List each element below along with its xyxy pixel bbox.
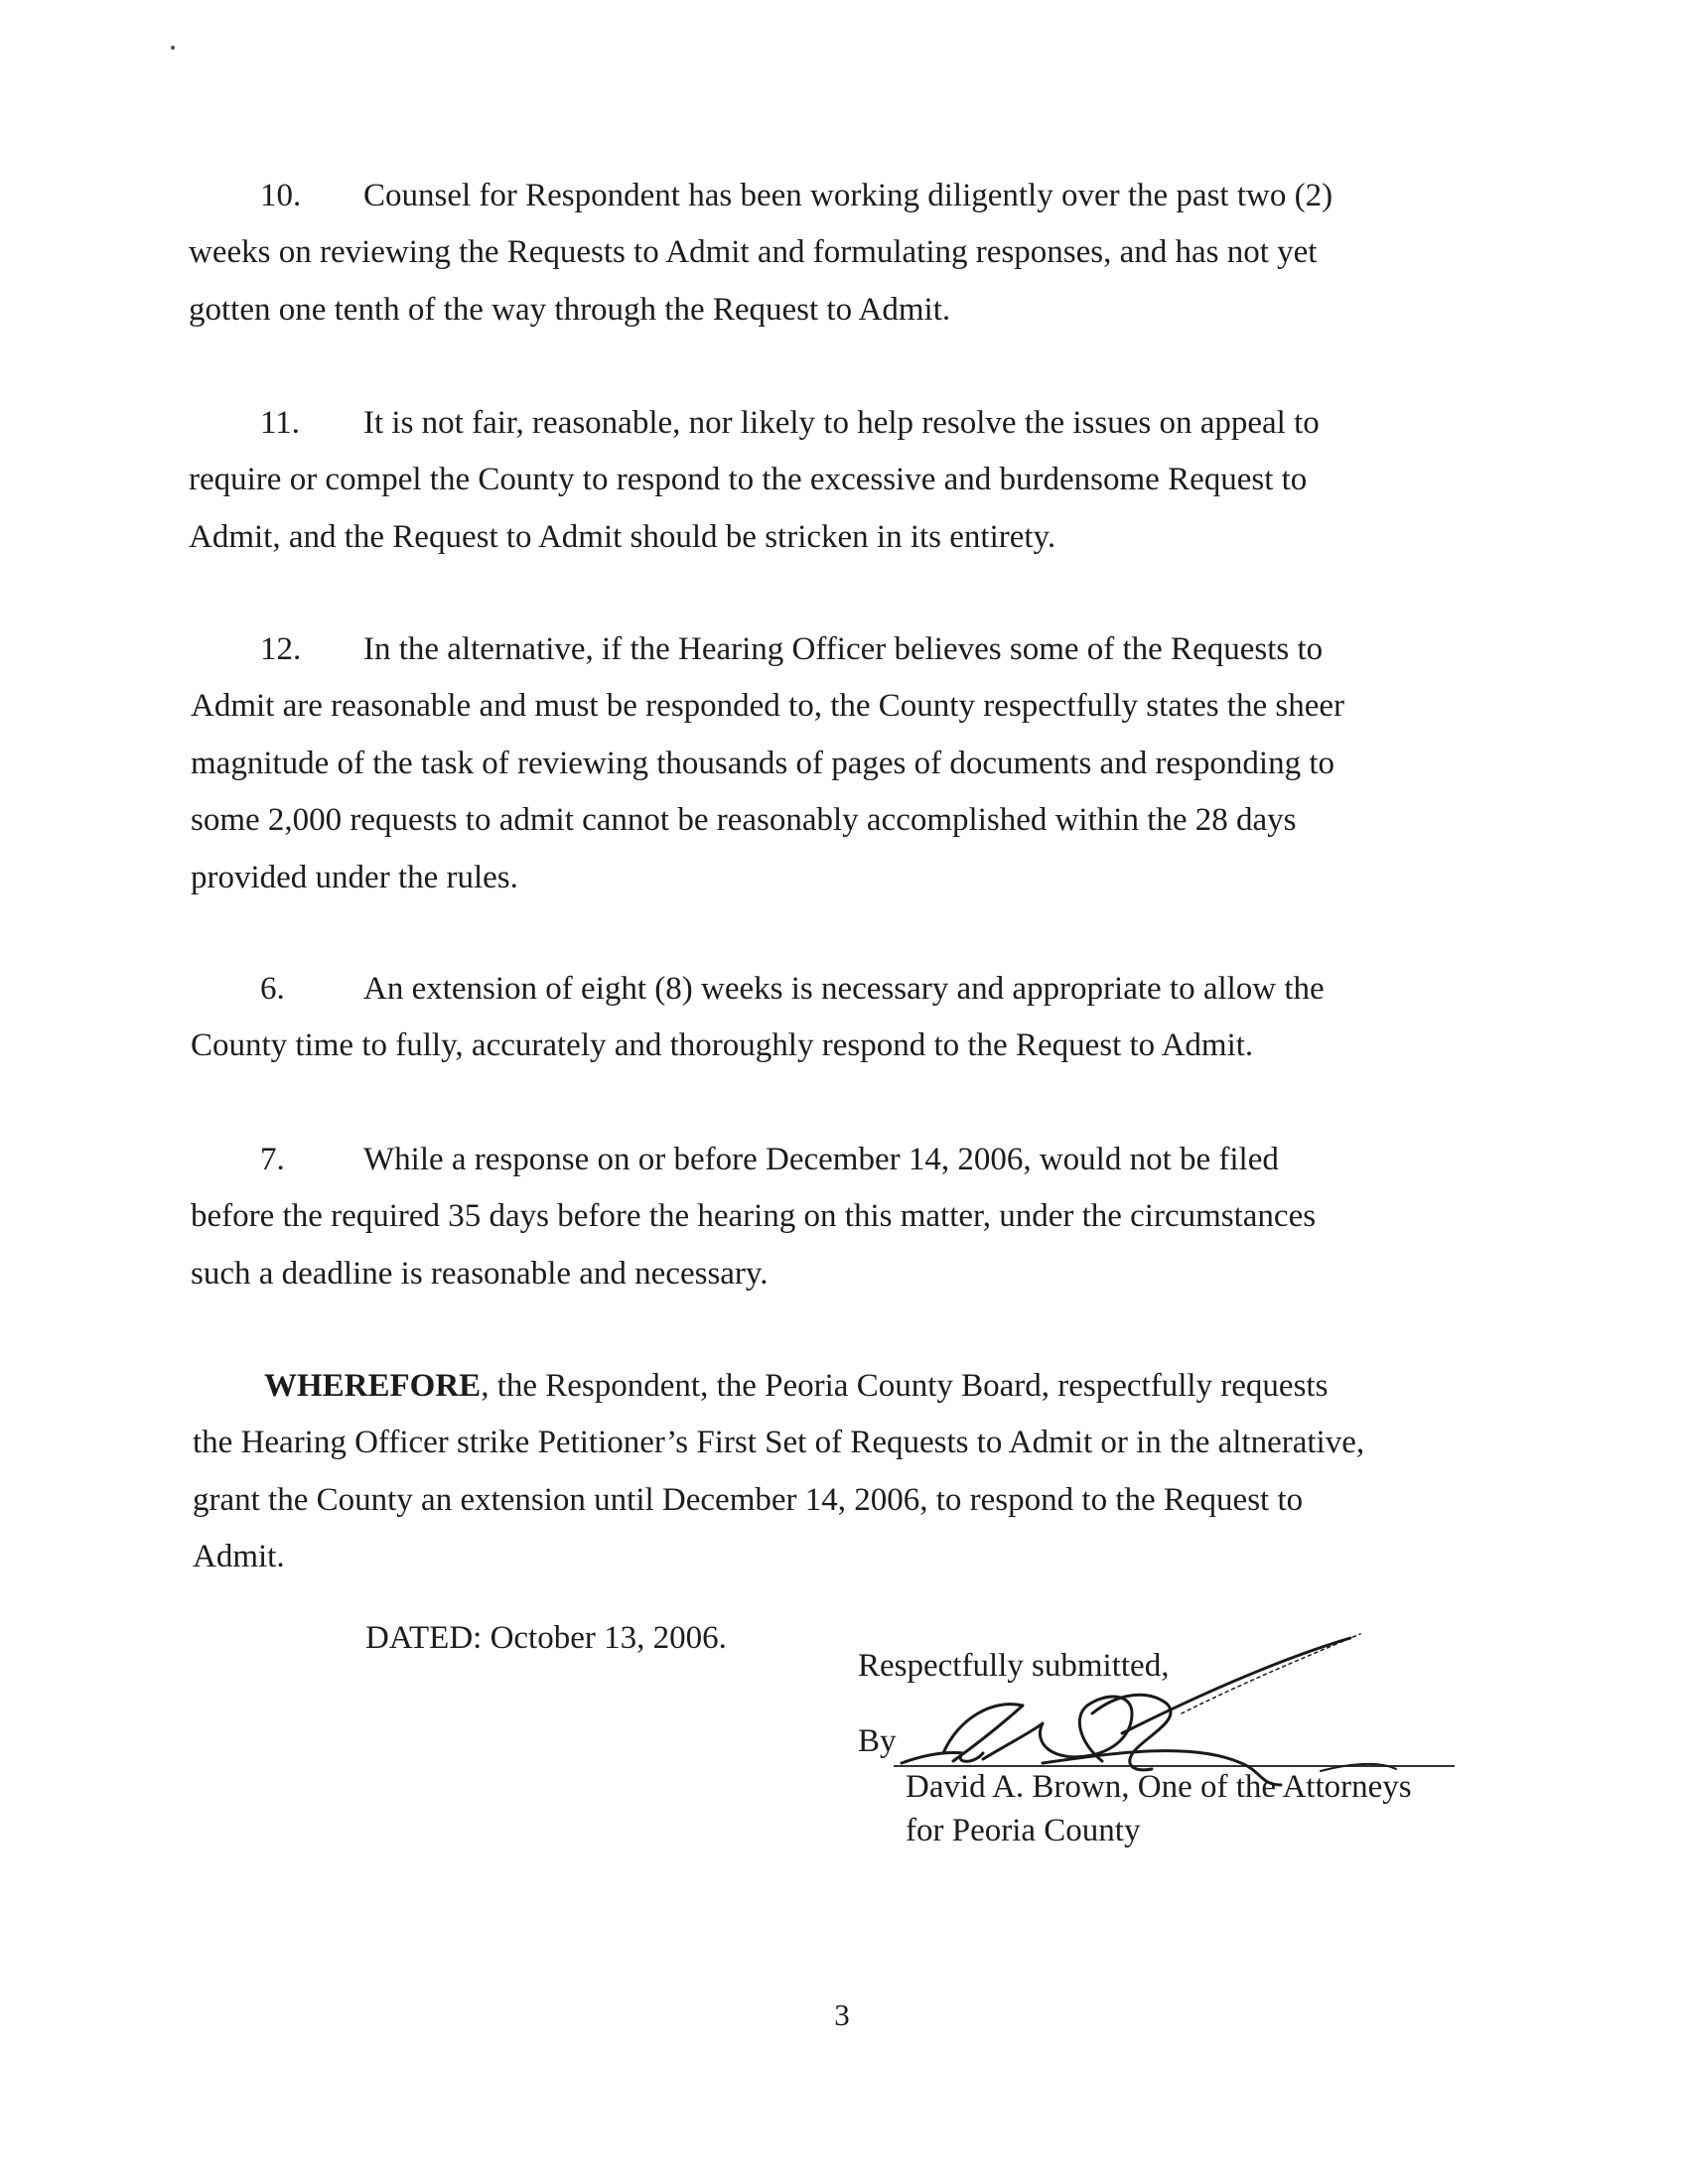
paragraph-text: While a response on or before December 14, 2006, would not be filed bbox=[363, 1142, 1279, 1177]
paragraph-text: Admit, and the Request to Admit should be stricken in its entirety. bbox=[189, 518, 1056, 555]
paragraph-text: such a deadline is reasonable and necessary. bbox=[191, 1255, 769, 1292]
paragraph-10-continuation bbox=[189, 224, 1317, 339]
page-number: 3 bbox=[834, 1997, 850, 2032]
paragraph-number: 6. bbox=[260, 971, 285, 1007]
paragraph-first-line bbox=[260, 168, 1333, 225]
paragraph-first-line bbox=[260, 621, 1323, 679]
paragraph-6-continuation bbox=[191, 1018, 1253, 1075]
paragraph-text: It is not fair, reasonable, nor likely to help resolve the issues on appeal to bbox=[363, 405, 1320, 441]
attorney-name: David A. Brown, One of the Attorneys bbox=[906, 1769, 1412, 1805]
paragraph-10 bbox=[260, 168, 1333, 225]
wherefore-paragraph bbox=[264, 1358, 1328, 1416]
wherefore-lead: WHEREFORE bbox=[264, 1368, 482, 1404]
paragraph-number: 7. bbox=[260, 1142, 285, 1177]
paragraph-first-line bbox=[260, 395, 1320, 453]
wherefore-text: , the Respondent, the Peoria County Board, respectfully requests bbox=[481, 1368, 1329, 1404]
wherefore-text: Admit. bbox=[193, 1539, 285, 1574]
paragraph-text: weeks on reviewing the Requests to Admit and formulating responses, and has not yet bbox=[189, 234, 1318, 270]
handwritten-signature bbox=[884, 1614, 1400, 1803]
paragraph-text: County time to fully, accurately and thoroughly respond to the Request to Admit. bbox=[191, 1027, 1254, 1063]
wherefore-text: the Hearing Officer strike Petitioner’s First Set of Requests to Admit or in the altnerative, bbox=[193, 1425, 1365, 1460]
paragraph-12-continuation bbox=[191, 678, 1344, 906]
wherefore-continuation bbox=[193, 1415, 1364, 1586]
paragraph-number: 10. bbox=[260, 178, 302, 213]
closing-text: Respectfully submitted, bbox=[858, 1648, 1170, 1684]
paragraph-text: Admit are reasonable and must be responded to, the County respectfully states the sheer bbox=[191, 688, 1344, 724]
scan-speck bbox=[171, 46, 175, 50]
paragraph-first-line bbox=[260, 1132, 1279, 1189]
paragraph-text: magnitude of the task of reviewing thousands of pages of documents and responding to bbox=[191, 745, 1335, 781]
paragraph-text: In the alternative, if the Hearing Officer believes some of the Requests to bbox=[363, 631, 1324, 667]
paragraph-11-continuation bbox=[189, 452, 1307, 566]
dated-line: DATED: October 13, 2006. bbox=[365, 1620, 727, 1656]
paragraph-number: 12. bbox=[260, 631, 302, 667]
paragraph-first-line bbox=[260, 961, 1325, 1019]
by-label: By bbox=[858, 1723, 897, 1759]
paragraph-11 bbox=[260, 395, 1320, 453]
paragraph-text: require or compel the County to respond to the excessive and burdensome Request to bbox=[189, 462, 1308, 497]
paragraph-12 bbox=[260, 621, 1323, 679]
attorney-for: for Peoria County bbox=[906, 1813, 1141, 1848]
paragraph-7 bbox=[260, 1132, 1279, 1189]
wherefore-first-line bbox=[264, 1358, 1328, 1416]
paragraph-text: provided under the rules. bbox=[191, 859, 518, 895]
paragraph-text: Counsel for Respondent has been working diligently over the past two (2) bbox=[363, 178, 1333, 213]
paragraph-text: An extension of eight (8) weeks is necessary and appropriate to allow the bbox=[363, 971, 1325, 1007]
paragraph-text: before the required 35 days before the hearing on this matter, under the circumstances bbox=[191, 1198, 1317, 1234]
paragraph-text: gotten one tenth of the way through the Request to Admit. bbox=[189, 291, 951, 328]
paragraph-text: some 2,000 requests to admit cannot be reasonably accomplished within the 28 days bbox=[191, 802, 1297, 838]
paragraph-6 bbox=[260, 961, 1325, 1019]
paragraph-number: 11. bbox=[260, 405, 301, 441]
paragraph-7-continuation bbox=[191, 1188, 1316, 1302]
wherefore-text: grant the County an extension until December 14, 2006, to respond to the Request to bbox=[193, 1481, 1304, 1518]
